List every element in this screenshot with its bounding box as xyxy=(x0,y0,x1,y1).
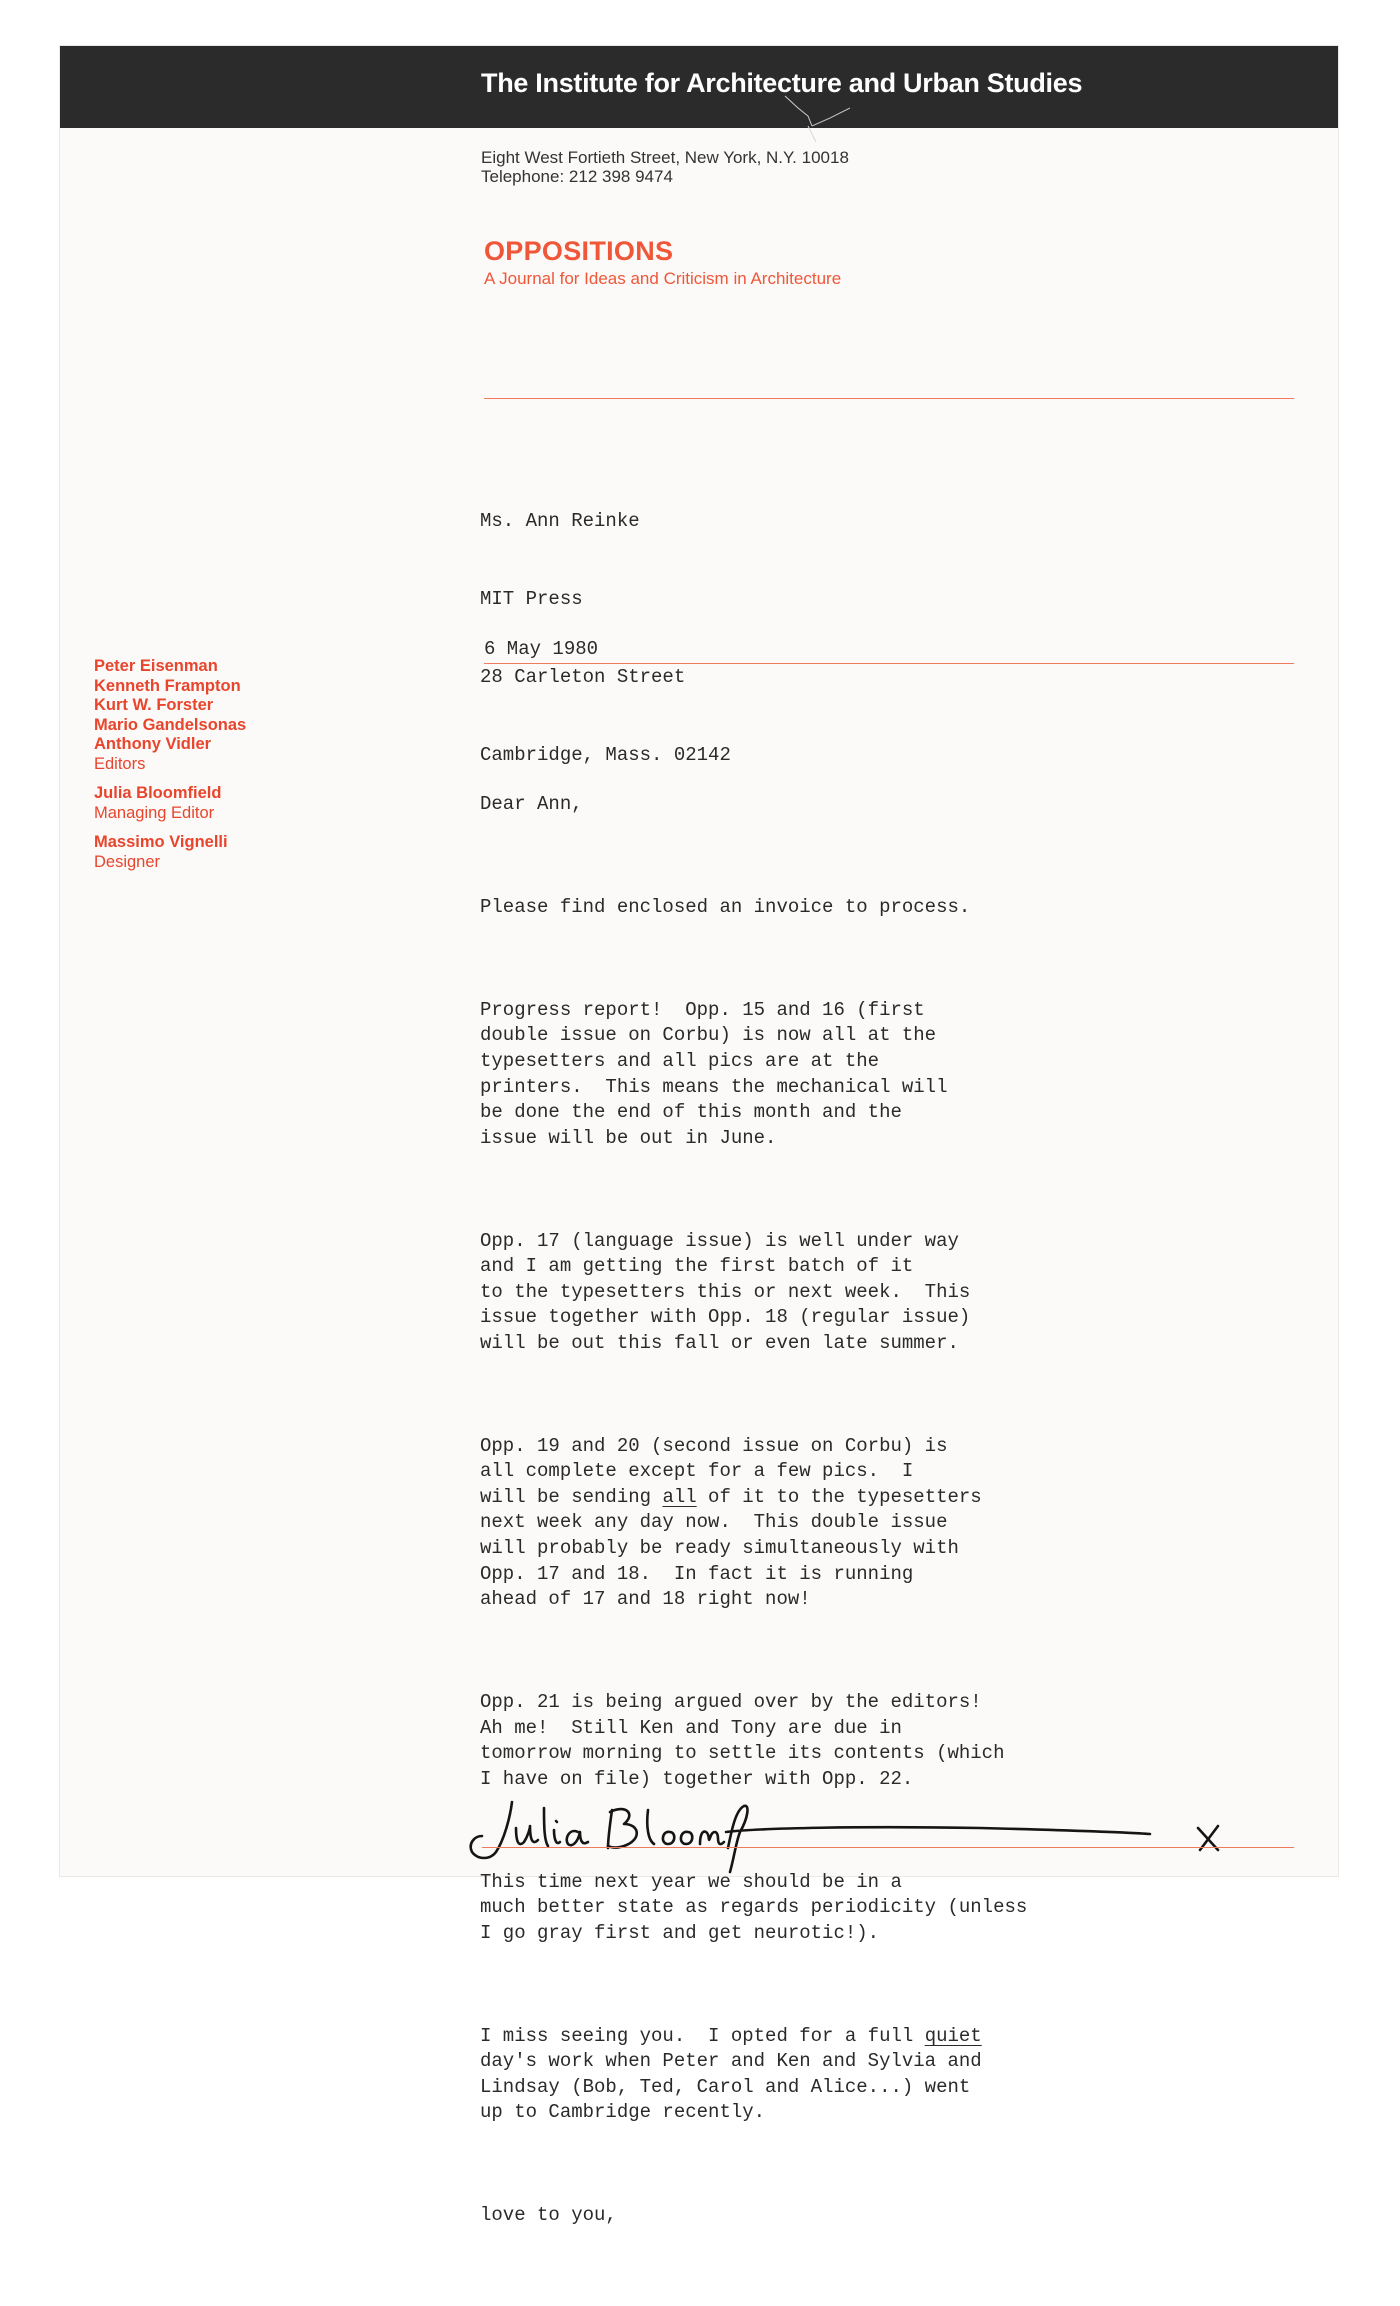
editor-name: Anthony Vidler xyxy=(94,735,212,753)
journal-subtitle: A Journal for Ideas and Criticism in Architecture xyxy=(484,269,842,288)
editor-name: Kenneth Frampton xyxy=(94,676,241,695)
letter-date: 6 May 1980 xyxy=(484,638,599,660)
letter-body xyxy=(480,741,1027,2306)
institute-telephone: Telephone: 212 398 9474 xyxy=(481,167,673,186)
signature-rule xyxy=(482,1847,1294,1848)
underlined-word: all xyxy=(662,1485,697,1508)
letter-sheet xyxy=(60,46,1338,2227)
managing-editor-role: Managing Editor xyxy=(94,803,215,822)
handwritten-signature xyxy=(460,1788,1240,1878)
body-paragraph: Please find enclosed an invoice to process. xyxy=(480,895,971,918)
date-rule xyxy=(484,663,1294,664)
editors-role: Editors xyxy=(94,754,146,773)
closing: love to you, xyxy=(480,2204,617,2227)
journal-name: OPPOSITIONS xyxy=(484,236,674,266)
body-paragraph: Opp. 17 (language issue) is well under way and I am getting the first batch of it to the typesetters this or next week. This issue together with Opp. 18 (regular issue) will be out this fall or even late summer. xyxy=(480,1229,971,1354)
letterhead-rule xyxy=(484,398,1294,399)
editor-name: Peter Eisenman xyxy=(94,657,218,675)
recipient-name: Ms. Ann Reinke xyxy=(480,510,640,532)
managing-editor-name: Julia Bloomfield xyxy=(94,784,222,802)
body-paragraph: Opp. 21 is being argued over by the editors! Ah me! Still Ken and Tony are due in tomorrow morning to settle its contents (which I have on file) together with Opp. 22. xyxy=(480,1691,1005,1790)
salutation: Dear Ann, xyxy=(480,793,583,816)
recipient-city: Cambridge, Mass. 02142 xyxy=(480,744,731,766)
body-paragraph: Progress report! Opp. 15 and 16 (first double issue on Corbu) is now all at the typesetters and all pics are at the printers. This means the mechanical will be done the end of this month and the issue will be out in June. xyxy=(480,998,948,1149)
recipient-org: MIT Press xyxy=(480,588,583,610)
editor-name: Kurt W. Forster xyxy=(94,696,214,714)
recipient-street: 28 Carleton Street xyxy=(480,666,686,688)
body-paragraph: This time next year we should be in a much better state as regards periodicity (unless I go gray first and get neurotic!). xyxy=(480,1870,1028,1944)
body-paragraph: Opp. 19 and 20 (second issue on Corbu) is all complete except for a few pics. I will be sending all of it to the typesetters next week any day now. This double issue will probably be ready simultaneously with Opp. 17 and 18. In fact it is running ahead of 17 and 18 right now! xyxy=(480,1434,982,1611)
designer-role: Designer xyxy=(94,852,161,871)
editor-name: Mario Gandelsonas xyxy=(94,715,247,734)
institute-address: Eight West Fortieth Street, New York, N.Y. 10018 xyxy=(481,148,849,167)
body-paragraph: I miss seeing you. I opted for a full quiet day's work when Peter and Ken and Sylvia and Lindsay (Bob, Ted, Carol and Alice...) went up to Cambridge recently. xyxy=(480,2024,982,2124)
institute-name: The Institute for Architecture and Urban Studies xyxy=(481,68,1083,98)
masthead xyxy=(94,657,246,872)
underlined-word: quiet xyxy=(924,2024,982,2047)
designer-name: Massimo Vignelli xyxy=(94,833,228,851)
